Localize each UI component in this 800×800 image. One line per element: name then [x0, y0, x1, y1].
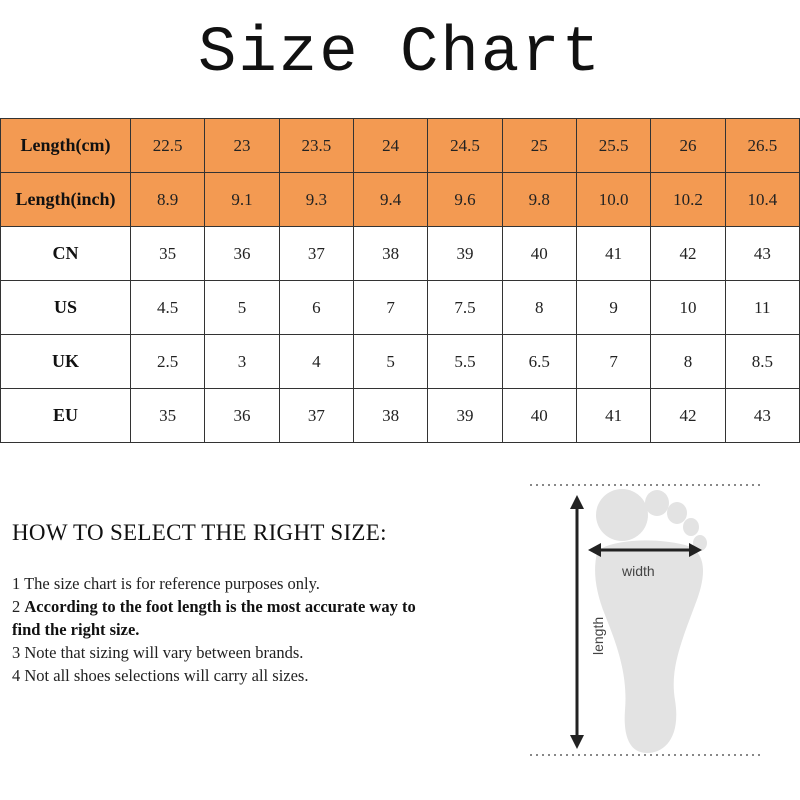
- size-table: [0, 118, 800, 443]
- table-cell: 42: [651, 389, 725, 443]
- table-cell: 42: [651, 227, 725, 281]
- table-cell: 41: [576, 389, 650, 443]
- table-cell: 2.5: [131, 335, 205, 389]
- table-cell: 7: [353, 281, 427, 335]
- note-number: 4: [12, 666, 21, 685]
- table-cell: 43: [725, 227, 799, 281]
- table-cell: 8: [502, 281, 576, 335]
- row-label: US: [1, 281, 131, 335]
- table-cell: 9.1: [205, 173, 279, 227]
- table-row: [1, 389, 800, 443]
- note-text: Not all shoes selections will carry all sizes.: [24, 666, 309, 685]
- note-number: 1: [12, 574, 21, 593]
- table-cell: 9.4: [353, 173, 427, 227]
- table-cell: 3: [205, 335, 279, 389]
- table-row: [1, 227, 800, 281]
- note-text: The size chart is for reference purposes only.: [24, 574, 320, 593]
- table-cell: 9.3: [279, 173, 353, 227]
- table-cell: 9.6: [428, 173, 502, 227]
- table-cell: 25.5: [576, 119, 650, 173]
- table-cell: 8.9: [131, 173, 205, 227]
- table-cell: 26: [651, 119, 725, 173]
- note-item: [12, 641, 432, 664]
- table-cell: 11: [725, 281, 799, 335]
- table-cell: 35: [131, 389, 205, 443]
- table-cell: 6.5: [502, 335, 576, 389]
- row-label: UK: [1, 335, 131, 389]
- howto-notes: [12, 572, 432, 687]
- table-cell: 26.5: [725, 119, 799, 173]
- table-cell: 7.5: [428, 281, 502, 335]
- table-cell: 37: [279, 227, 353, 281]
- table-cell: 5.5: [428, 335, 502, 389]
- table-cell: 38: [353, 227, 427, 281]
- length-arrow: [570, 495, 584, 749]
- table-cell: 39: [428, 227, 502, 281]
- foot-icon: [595, 489, 707, 753]
- table-cell: 36: [205, 389, 279, 443]
- table-cell: 4: [279, 335, 353, 389]
- note-item: [12, 664, 432, 687]
- table-cell: 39: [428, 389, 502, 443]
- row-label: EU: [1, 389, 131, 443]
- table-cell: 40: [502, 227, 576, 281]
- note-text: Note that sizing will vary between brands.: [24, 643, 304, 662]
- table-row: [1, 335, 800, 389]
- table-cell: 10.0: [576, 173, 650, 227]
- note-number: 3: [12, 643, 21, 662]
- table-row: [1, 119, 800, 173]
- table-cell: 36: [205, 227, 279, 281]
- table-cell: 23.5: [279, 119, 353, 173]
- note-item: [12, 595, 432, 641]
- table-cell: 5: [205, 281, 279, 335]
- page-title: Size Chart: [197, 18, 603, 90]
- note-number: 2: [12, 597, 21, 616]
- table-cell: 8: [651, 335, 725, 389]
- table-cell: 10: [651, 281, 725, 335]
- table-cell: 9: [576, 281, 650, 335]
- table-cell: 8.5: [725, 335, 799, 389]
- width-label: width: [622, 563, 655, 579]
- table-cell: 9.8: [502, 173, 576, 227]
- length-label: length: [590, 616, 606, 655]
- table-cell: 37: [279, 389, 353, 443]
- row-label: CN: [1, 227, 131, 281]
- table-cell: 6: [279, 281, 353, 335]
- note-text: According to the foot length is the most accurate way to find the right size.: [12, 597, 416, 639]
- table-cell: 41: [576, 227, 650, 281]
- table-cell: 43: [725, 389, 799, 443]
- table-cell: 10.4: [725, 173, 799, 227]
- table-cell: 38: [353, 389, 427, 443]
- howto-heading: HOW TO SELECT THE RIGHT SIZE:: [12, 520, 387, 545]
- table-cell: 23: [205, 119, 279, 173]
- table-cell: 40: [502, 389, 576, 443]
- table-cell: 35: [131, 227, 205, 281]
- table-row: [1, 281, 800, 335]
- table-cell: 22.5: [131, 119, 205, 173]
- note-item: [12, 572, 432, 595]
- row-label: Length(cm): [1, 119, 131, 173]
- table-row: [1, 173, 800, 227]
- table-cell: 10.2: [651, 173, 725, 227]
- table-cell: 25: [502, 119, 576, 173]
- table-cell: 4.5: [131, 281, 205, 335]
- table-cell: 7: [576, 335, 650, 389]
- foot-measure-diagram: [525, 475, 765, 775]
- row-label: Length(inch): [1, 173, 131, 227]
- table-cell: 24: [353, 119, 427, 173]
- table-cell: 24.5: [428, 119, 502, 173]
- table-cell: 5: [353, 335, 427, 389]
